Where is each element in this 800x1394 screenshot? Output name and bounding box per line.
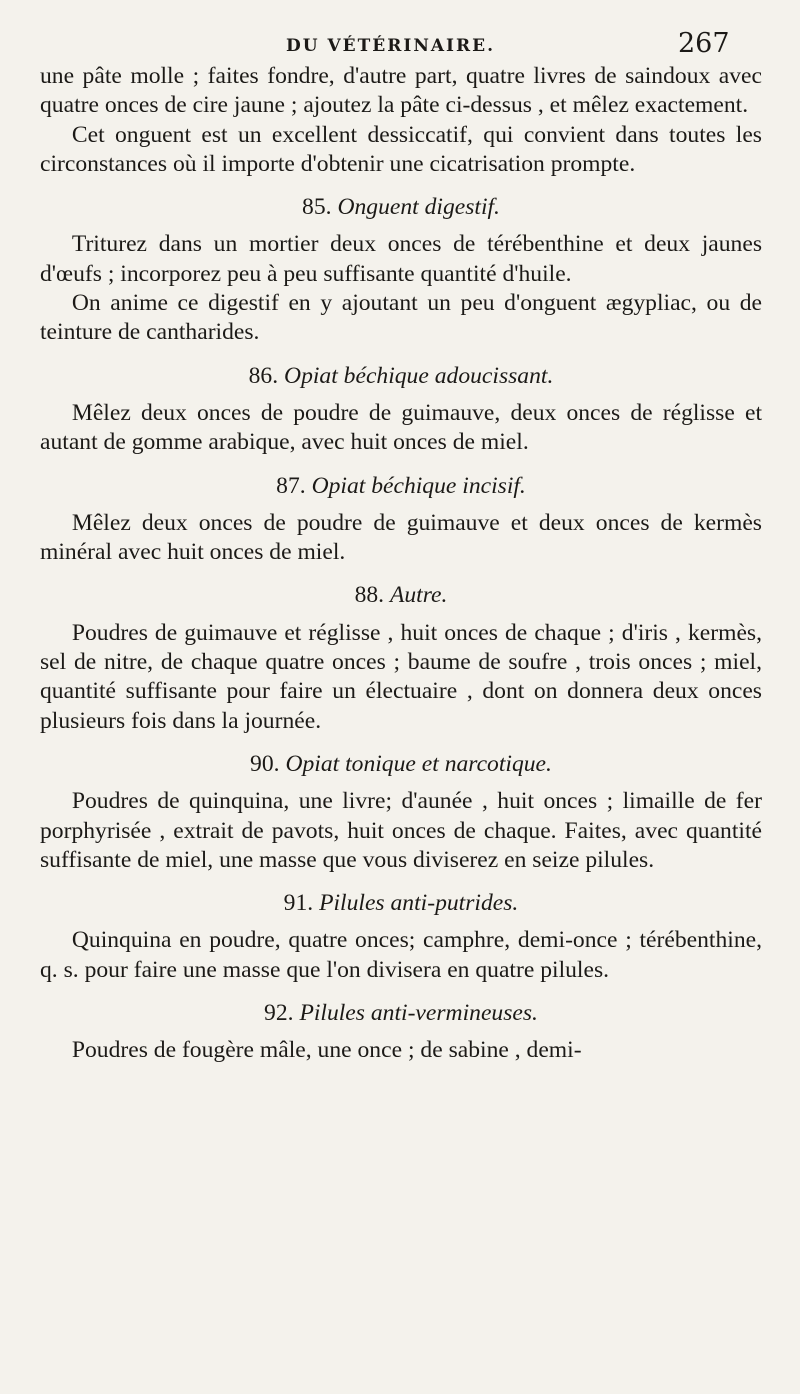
- section-heading: [40, 889, 762, 918]
- section-title: Autre.: [389, 582, 448, 609]
- section-90: [40, 750, 762, 875]
- section-number: 87.: [276, 472, 306, 499]
- section-85: [40, 193, 762, 347]
- section-heading: [40, 362, 762, 391]
- section-paragraph: Mêlez deux onces de poudre de guimauve, deux onces de réglisse et autant de gomme arabique, avec huit onces de miel.: [40, 399, 762, 456]
- running-title: DU VÉTÉRINAIRE.: [286, 36, 496, 56]
- section-title: Pilules anti-vermineuses.: [299, 1000, 538, 1027]
- section-paragraph: Poudres de quinquina, une livre; d'aunée , huit onces ; limaille de fer porphyrisée , extrait de pavots, huit onces de chaque. Faites, avec quantité suffisante de miel, une masse que vous diviserez en seize pilules.: [40, 788, 762, 873]
- section-number: 92.: [264, 1000, 294, 1027]
- section-number: 91.: [283, 890, 314, 917]
- section-paragraph: Poudres de guimauve et réglisse , huit onces de chaque ; d'iris , kermès, sel de nitre, de chaque quatre onces ; baume de soufre , trois onces ; miel, quantité suffisante pour faire un électuaire , dont on donnera deux onces plusieurs fois dans la journée.: [40, 619, 762, 734]
- section-92: [40, 999, 762, 1066]
- section-91: [40, 889, 762, 985]
- section-title: Pilules anti-putrides.: [319, 890, 519, 917]
- section-heading: [40, 750, 762, 779]
- section-heading: [40, 999, 762, 1028]
- section-number: 85.: [302, 194, 332, 221]
- section-88: [40, 581, 762, 735]
- page-number: 267: [678, 28, 730, 59]
- section-number: 90.: [250, 750, 280, 777]
- section-paragraph: Poudres de fougère mâle, une once ; de sabine , demi-: [71, 1037, 582, 1064]
- section-paragraph: On anime ce digestif en y ajoutant un peu d'onguent ægypliac, ou de teinture de cantharides.: [40, 290, 762, 346]
- section-number: 88.: [354, 582, 385, 609]
- section-87: [40, 472, 762, 568]
- section-paragraph: Quinquina en poudre, quatre onces; camphre, demi-once ; térébenthine, q. s. pour faire une masse que l'on divisera en quatre pilules.: [40, 927, 762, 983]
- section-heading: [40, 581, 762, 610]
- section-title: Opiat béchique incisif.: [311, 472, 526, 499]
- intro-paragraph: Cet onguent est un excellent dessiccatif, qui convient dans toutes les circonstances où il importe d'obtenir une cicatrisation prompte.: [40, 121, 762, 177]
- intro-paragraph: une pâte molle ; faites fondre, d'autre part, quatre livres de saindoux avec quatre onces de cire jaune ; ajoutez la pâte ci-dessus , et mêlez exactement.: [40, 63, 762, 119]
- body-text: [40, 62, 762, 1066]
- section-86: [40, 362, 762, 458]
- section-title: Opiat béchique adoucissant.: [284, 362, 554, 389]
- section-title: Opiat tonique et narcotique.: [285, 750, 552, 777]
- section-paragraph: Triturez dans un mortier deux onces de térébenthine et deux jaunes d'œufs ; incorporez peu à peu suffisante quantité d'huile.: [40, 231, 762, 287]
- running-head: [0, 26, 800, 66]
- section-number: 86.: [248, 362, 279, 389]
- section-paragraph: Mêlez deux onces de poudre de guimauve et deux onces de kermès minéral avec huit onces de miel.: [40, 509, 762, 566]
- section-heading: [40, 472, 762, 501]
- section-title: Onguent digestif.: [337, 194, 500, 221]
- section-heading: [40, 193, 762, 222]
